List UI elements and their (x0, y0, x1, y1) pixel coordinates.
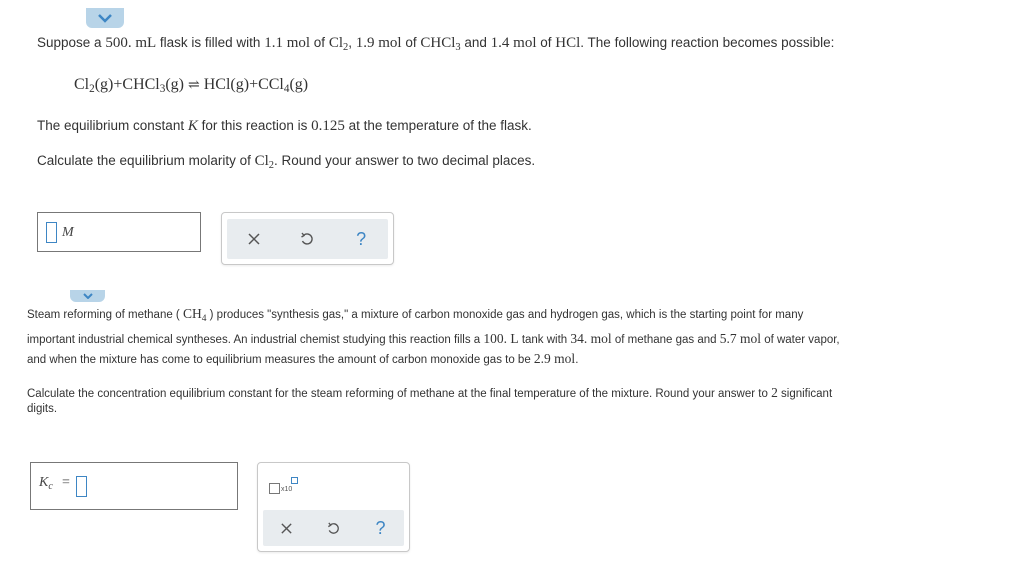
equilibrium-arrow-icon: ⇌ (188, 78, 200, 93)
q1-reaction-equation: $Cl_2(g)+CHCl_3(g)$ ⇌ HCl(g)+CCl$_4$(g) (74, 76, 309, 95)
collapse-tab-top[interactable] (86, 8, 124, 28)
scientific-notation-button[interactable] (269, 476, 309, 500)
q2-answer-input[interactable] (76, 476, 87, 497)
q2-answer-field[interactable] (30, 462, 238, 510)
unit-label: M (62, 225, 74, 240)
q2-line-4: Calculate the concentration equilibrium constant for the steam reforming of methane at the final temperature of the mixture. Round your answer to 2 significant (27, 385, 833, 400)
q2-line-2: important industrial chemical syntheses. An industrial chemist studying this reaction fills a 100. L tank with 34. mol of methane gas and 5.7 mol of water vapor, (27, 331, 840, 346)
q1-tool-panel (221, 212, 394, 265)
help-icon: ? (375, 517, 386, 538)
close-icon (280, 522, 293, 535)
mantissa-box (269, 483, 280, 494)
help-button[interactable] (366, 513, 396, 543)
help-icon: ? (356, 228, 367, 249)
q1-answer-field[interactable] (37, 212, 201, 252)
q2-tool-panel (257, 462, 410, 552)
help-button[interactable] (346, 224, 376, 254)
q2-line-3: and when the mixture has come to equilibrium measures the amount of carbon monoxide gas to be 2.9 mol. (27, 351, 579, 366)
clear-button[interactable] (272, 513, 302, 543)
q2-line-1: Steam reforming of methane ( $CH_4$ ) produces "synthesis gas," a mixture of carbon monoxide gas and hydrogen gas, which is the starting point for many (27, 306, 804, 324)
q2-line-5: digits. (27, 403, 58, 415)
undo-icon (326, 521, 341, 536)
undo-icon (299, 231, 315, 247)
q1-equilibrium-constant-text: The equilibrium constant K for this reaction is 0.125 at the temperature of the flask. (37, 118, 532, 134)
close-icon (247, 232, 261, 246)
exponent-box (291, 477, 298, 484)
q1-calculate-text: Calculate the equilibrium molarity of $Cl_2$. Round your answer to two decimal places. (37, 153, 536, 171)
chevron-down-icon (97, 13, 113, 23)
q1-answer-input[interactable] (46, 222, 57, 243)
q1-intro: Suppose a 500. mL flask is filled with 1.1 mol of $Cl_2$, 1.9 mol of CHCl$_3$ and 1.4 mol of HCl. The following reaction becomes possible: (37, 35, 835, 53)
undo-button[interactable] (319, 513, 349, 543)
clear-button[interactable] (239, 224, 269, 254)
collapse-tab-q2[interactable] (70, 290, 105, 302)
kc-label: $K_c$ (39, 475, 53, 492)
chevron-down-icon (83, 293, 93, 299)
equals-sign: = (62, 475, 70, 490)
undo-button[interactable] (292, 224, 322, 254)
x10-label: x10 (281, 486, 293, 493)
